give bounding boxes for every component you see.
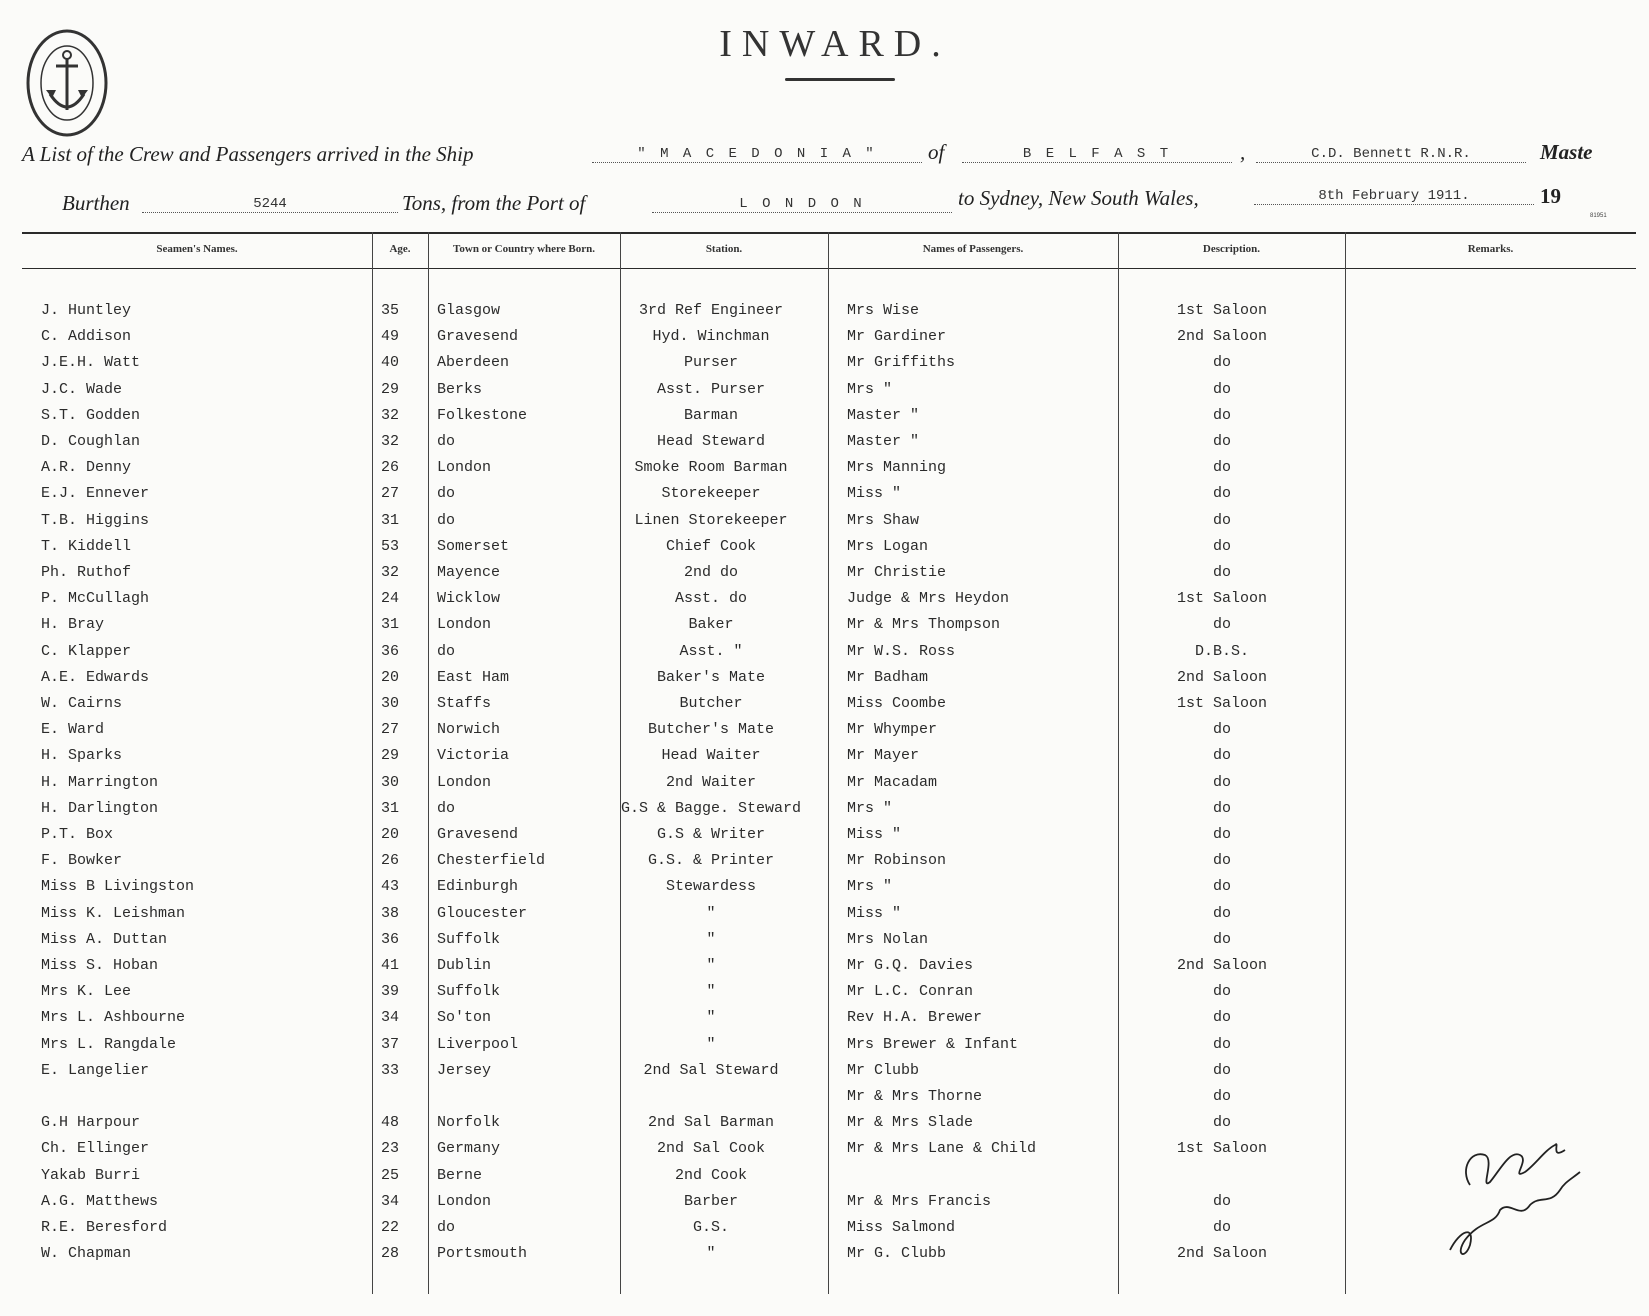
table-row [0, 721, 1649, 747]
seaman-name: H. Darlington [41, 799, 159, 817]
passenger-description: 2nd Saloon [1176, 957, 1267, 974]
passenger-description: D.B.S. [1194, 642, 1249, 660]
table-row [0, 328, 1649, 354]
passenger-name: Miss Salmond [847, 1219, 956, 1236]
table-row [0, 564, 1649, 590]
passenger-name: Master " [847, 433, 920, 450]
passenger-name: Mr G.Q. Davies [847, 957, 974, 974]
birthplace: Aberdeen [437, 354, 510, 372]
passenger-description: do [1212, 511, 1231, 529]
station: Baker's Mate [656, 668, 766, 686]
seaman-age: 31 [380, 616, 399, 634]
station: 3rd Ref Engineer [638, 302, 784, 319]
seaman-age: 23 [380, 1140, 399, 1158]
passenger-description: do [1212, 747, 1231, 765]
passenger-description: 2nd Saloon [1176, 1245, 1267, 1263]
birthplace: Glasgow [437, 302, 501, 319]
table-row [0, 643, 1649, 669]
seaman-age: 30 [380, 773, 399, 791]
seaman-name: R.E. Beresford [41, 1219, 168, 1236]
passenger-name: Miss " [847, 904, 902, 922]
seaman-age: 39 [380, 983, 399, 1001]
header-prefix: A List of the Crew and Passengers arrived in the Ship [22, 142, 474, 166]
table-row [0, 905, 1649, 931]
seaman-age: 49 [380, 328, 399, 346]
seaman-name: Mrs L. Rangdale [41, 1035, 177, 1053]
seaman-age: 28 [380, 1245, 399, 1263]
table-row [0, 747, 1649, 773]
station: G.S & Writer [656, 826, 766, 843]
passenger-description: do [1212, 930, 1231, 948]
table-top-rule [22, 232, 1636, 234]
station: Barman [683, 406, 738, 424]
seaman-name: A.R. Denny [41, 459, 132, 477]
seaman-age: 53 [380, 537, 399, 555]
station: Asst. Purser [656, 380, 766, 398]
passenger-name: Mrs Wise [847, 302, 920, 319]
header-bottom-rule [22, 268, 1636, 269]
passenger-description: do [1212, 433, 1231, 450]
seaman-age: 32 [380, 406, 399, 424]
table-row [0, 1062, 1649, 1088]
passenger-description: do [1212, 1088, 1231, 1105]
passenger-name: Mrs Logan [847, 537, 929, 555]
seaman-age: 20 [380, 668, 399, 686]
passenger-name: Mr Badham [847, 668, 929, 686]
birthplace: Gravesend [437, 328, 519, 346]
passenger-description: do [1212, 1035, 1231, 1053]
station: Head Steward [656, 433, 766, 450]
passenger-description: 2nd Saloon [1176, 668, 1267, 686]
station: Storekeeper [661, 485, 761, 503]
seaman-name: G.H Harpour [41, 1114, 141, 1132]
passenger-name: Judge & Mrs Heydon [847, 590, 1010, 608]
passenger-name: Mr & Mrs Francis [847, 1192, 992, 1210]
passenger-name: Miss " [847, 485, 902, 503]
seaman-name: D. Coughlan [41, 433, 141, 450]
seaman-age: 40 [380, 354, 399, 372]
seaman-name: J. Huntley [41, 302, 132, 319]
seaman-name: A.E. Edwards [41, 668, 150, 686]
birthplace: Somerset [437, 537, 510, 555]
table-row [0, 931, 1649, 957]
station: 2nd Sal Cook [656, 1140, 766, 1158]
table-row [0, 852, 1649, 878]
seaman-age: 36 [380, 930, 399, 948]
table-row [0, 826, 1649, 852]
table-row [0, 512, 1649, 538]
passenger-name: Mr Christie [847, 564, 947, 581]
birthplace: Gravesend [437, 826, 519, 843]
birthplace: Folkestone [437, 406, 528, 424]
seaman-name: C. Klapper [41, 642, 132, 660]
passenger-description: do [1212, 799, 1231, 817]
passenger-name: Rev H.A. Brewer [847, 1009, 983, 1027]
birthplace: do [437, 511, 456, 529]
passenger-name: Mr & Mrs Slade [847, 1114, 974, 1132]
seaman-age: 43 [380, 878, 399, 896]
seaman-name: Yakab Burri [41, 1166, 141, 1184]
table-row [0, 800, 1649, 826]
passenger-name: Mrs " [847, 799, 893, 817]
burthen-label: Burthen [62, 191, 130, 215]
col-header-description: Description. [1202, 243, 1261, 255]
seaman-name: H. Marrington [41, 773, 159, 791]
passenger-name: Mrs Nolan [847, 930, 929, 948]
birthplace: do [437, 1219, 456, 1236]
table-row [0, 1114, 1649, 1140]
station: Smoke Room Barman [634, 459, 788, 477]
station: " [706, 904, 716, 922]
seaman-age: 27 [380, 721, 399, 739]
birthplace: So'ton [437, 1009, 492, 1027]
passenger-name: Master " [847, 406, 920, 424]
col-header-seamen: Seamen's Names. [156, 243, 238, 255]
table-row [0, 695, 1649, 721]
birthplace: Suffolk [437, 930, 501, 948]
of-label: of [928, 140, 945, 164]
seaman-age: 31 [380, 511, 399, 529]
seaman-name: Mrs K. Lee [41, 983, 132, 1001]
seaman-name: Ch. Ellinger [41, 1140, 150, 1158]
table-row [0, 485, 1649, 511]
station: Asst. " [679, 642, 743, 660]
passenger-name: Mr Griffiths [847, 354, 956, 372]
birthplace: do [437, 485, 456, 503]
passenger-description: 2nd Saloon [1176, 328, 1267, 346]
table-row [0, 1219, 1649, 1245]
station: G.S. [692, 1219, 729, 1236]
passenger-name: Mr Macadam [847, 773, 938, 791]
birthplace: Berne [437, 1166, 483, 1184]
passenger-name: Mr Robinson [847, 852, 947, 870]
year-suffix: 19 [1540, 184, 1561, 208]
passenger-description: do [1212, 459, 1231, 477]
master-name: C.D. Bennett R.N.R. [1256, 146, 1526, 163]
passenger-name: Mr G. Clubb [847, 1245, 947, 1263]
table-row [0, 1140, 1649, 1166]
seaman-age: 22 [380, 1219, 399, 1236]
seaman-name: W. Chapman [41, 1245, 132, 1263]
station: 2nd Waiter [665, 773, 756, 791]
station: Purser [683, 354, 738, 372]
birthplace: Norfolk [437, 1114, 501, 1132]
birthplace: Staffs [437, 695, 492, 712]
passenger-description: do [1212, 1219, 1231, 1236]
passenger-description: 1st Saloon [1176, 590, 1267, 608]
passenger-description: do [1212, 406, 1231, 424]
birthplace: London [437, 773, 492, 791]
passenger-description: 1st Saloon [1176, 695, 1267, 712]
birthplace: Norwich [437, 721, 501, 739]
table-row [0, 407, 1649, 433]
passenger-description: 1st Saloon [1176, 1140, 1267, 1158]
passenger-description: do [1212, 904, 1231, 922]
passenger-name: Mrs " [847, 878, 893, 896]
seaman-name: Miss A. Duttan [41, 930, 168, 948]
passenger-name: Mr Whymper [847, 721, 938, 739]
table-row [0, 983, 1649, 1009]
birthplace: London [437, 459, 492, 477]
table-row [0, 459, 1649, 485]
seaman-name: E.J. Ennever [41, 485, 150, 503]
station: Butcher [679, 695, 743, 712]
seaman-name: F. Bowker [41, 852, 123, 870]
station: " [706, 957, 716, 974]
seaman-name: Ph. Ruthof [41, 564, 132, 581]
station: Barber [683, 1192, 738, 1210]
seaman-age: 26 [380, 459, 399, 477]
passenger-description: do [1212, 826, 1231, 843]
seaman-name: C. Addison [41, 328, 132, 346]
master-label: Maste [1540, 140, 1593, 164]
seaman-name: Miss S. Hoban [41, 957, 159, 974]
passenger-name: Mr Mayer [847, 747, 920, 765]
seaman-age: 25 [380, 1166, 399, 1184]
passenger-name: Mr Clubb [847, 1061, 920, 1079]
seaman-age: 38 [380, 904, 399, 922]
table-row [0, 878, 1649, 904]
seaman-name: E. Langelier [41, 1061, 150, 1079]
station: " [706, 983, 716, 1001]
seaman-age: 33 [380, 1061, 399, 1079]
birthplace: do [437, 799, 456, 817]
passenger-name: Mr Gardiner [847, 328, 947, 346]
passenger-description: do [1212, 485, 1231, 503]
seaman-age: 34 [380, 1192, 399, 1210]
birthplace: Jersey [437, 1061, 492, 1079]
birthplace: London [437, 1192, 492, 1210]
table-row [0, 1036, 1649, 1062]
col-header-age: Age. [389, 243, 411, 255]
birthplace: Suffolk [437, 983, 501, 1001]
passenger-name: Mrs " [847, 380, 893, 398]
birthplace: Liverpool [437, 1035, 519, 1053]
birthplace: Mayence [437, 564, 501, 581]
passenger-description: do [1212, 852, 1231, 870]
table-row [0, 669, 1649, 695]
seaman-name: J.E.H. Watt [41, 354, 141, 372]
table-row [0, 616, 1649, 642]
seaman-age: 29 [380, 747, 399, 765]
passenger-description: do [1212, 616, 1231, 634]
seaman-name: J.C. Wade [41, 380, 123, 398]
station: 2nd Sal Steward [643, 1061, 779, 1079]
burthen-value: 5244 [142, 196, 398, 213]
birthplace: Victoria [437, 747, 510, 765]
passenger-name: Mr & Mrs Lane & Child [847, 1140, 1037, 1158]
seaman-name: Mrs L. Ashbourne [41, 1009, 186, 1027]
passenger-name: Mr W.S. Ross [847, 642, 956, 660]
table-row [0, 1167, 1649, 1193]
passenger-description: do [1212, 380, 1231, 398]
table-row [0, 302, 1649, 328]
station: Stewardess [665, 878, 756, 896]
seaman-age: 30 [380, 695, 399, 712]
birthplace: Chesterfield [437, 852, 546, 870]
seaman-name: P. McCullagh [41, 590, 150, 608]
station: " [706, 1009, 716, 1027]
passenger-description: do [1212, 773, 1231, 791]
seaman-name: T.B. Higgins [41, 511, 150, 529]
seaman-age: 32 [380, 433, 399, 450]
tons-label: Tons, from the Port of [402, 191, 586, 215]
passenger-description: do [1212, 983, 1231, 1001]
seaman-age: 31 [380, 799, 399, 817]
passenger-description: do [1212, 721, 1231, 739]
passenger-name: Mr L.C. Conran [847, 983, 974, 1001]
seaman-age: 32 [380, 564, 399, 581]
passenger-name: Miss " [847, 826, 902, 843]
ship-name: " M A C E D O N I A " [592, 146, 922, 163]
seaman-age: 48 [380, 1114, 399, 1132]
seaman-name: Miss B Livingston [41, 878, 195, 896]
seaman-age: 36 [380, 642, 399, 660]
birthplace: Gloucester [437, 904, 528, 922]
port-of-registry: B E L F A S T [962, 146, 1232, 163]
passenger-name: Mr & Mrs Thompson [847, 616, 1001, 634]
seaman-age: 37 [380, 1035, 399, 1053]
master-signature [1440, 1110, 1600, 1270]
seaman-age: 27 [380, 485, 399, 503]
station: Head Waiter [661, 747, 761, 765]
seaman-name: P.T. Box [41, 826, 114, 843]
station: Baker [688, 616, 734, 634]
title-underline [785, 78, 895, 81]
shipping-master-seal [26, 28, 108, 138]
comma: , [1240, 140, 1246, 164]
passenger-description: do [1212, 1192, 1231, 1210]
seaman-name: H. Bray [41, 616, 105, 634]
seaman-name: H. Sparks [41, 747, 123, 765]
passenger-description: 1st Saloon [1176, 302, 1267, 319]
col-header-born: Town or Country where Born. [453, 243, 595, 255]
form-number: 81951 [1590, 213, 1607, 219]
seaman-name: W. Cairns [41, 695, 123, 712]
station: Butcher's Mate [647, 721, 775, 739]
birthplace: Berks [437, 380, 483, 398]
passenger-name: Mrs Shaw [847, 511, 920, 529]
col-header-remarks: Remarks. [1467, 243, 1514, 255]
seaman-name: S.T. Godden [41, 406, 141, 424]
seaman-name: Miss K. Leishman [41, 904, 186, 922]
seaman-name: T. Kiddell [41, 537, 132, 555]
birthplace: do [437, 642, 456, 660]
passenger-description: do [1212, 354, 1231, 372]
table-row [0, 433, 1649, 459]
seaman-age: 20 [380, 826, 399, 843]
station: " [706, 930, 716, 948]
birthplace: Edinburgh [437, 878, 519, 896]
seaman-age: 41 [380, 957, 399, 974]
seaman-age: 24 [380, 590, 399, 608]
station: 2nd Cook [674, 1166, 747, 1184]
seaman-name: A.G. Matthews [41, 1192, 159, 1210]
passenger-name: Mrs Manning [847, 459, 947, 477]
document-title: INWARD. [719, 23, 951, 65]
passenger-name: Miss Coombe [847, 695, 947, 712]
station: Linen Storekeeper [634, 511, 788, 529]
seaman-age: 26 [380, 852, 399, 870]
passenger-description: do [1212, 1009, 1231, 1027]
col-header-station: Station. [705, 243, 743, 255]
birthplace: Portsmouth [437, 1245, 528, 1263]
table-row [0, 538, 1649, 564]
birthplace: London [437, 616, 492, 634]
birthplace: Germany [437, 1140, 501, 1158]
arrival-date: 8th February 1911. [1254, 188, 1534, 205]
table-row [0, 1245, 1649, 1271]
destination-label: to Sydney, New South Wales, [958, 186, 1199, 210]
passenger-name: Mrs Brewer & Infant [847, 1035, 1019, 1053]
col-header-passengers: Names of Passengers. [922, 243, 1024, 255]
seaman-age: 34 [380, 1009, 399, 1027]
birthplace: Dublin [437, 957, 492, 974]
table-row [0, 590, 1649, 616]
passenger-description: do [1212, 1061, 1231, 1079]
table-row [0, 354, 1649, 380]
station: G.S & Bagge. Steward [620, 799, 802, 817]
seaman-age: 29 [380, 380, 399, 398]
station: 2nd do [683, 564, 738, 581]
table-row [0, 1009, 1649, 1035]
table-row [0, 1193, 1649, 1219]
table-row [0, 957, 1649, 983]
birthplace: do [437, 433, 456, 450]
station: Chief Cook [665, 537, 756, 555]
passenger-name: Mr & Mrs Thorne [847, 1088, 983, 1105]
table-row [0, 1088, 1649, 1114]
birthplace: East Ham [437, 668, 510, 686]
table-row [0, 774, 1649, 800]
port-from: L O N D O N [652, 196, 952, 213]
passenger-description: do [1212, 1114, 1231, 1132]
station: 2nd Sal Barman [647, 1114, 775, 1132]
table-row [0, 381, 1649, 407]
station: " [706, 1245, 716, 1263]
seaman-age: 35 [380, 302, 399, 319]
passenger-description: do [1212, 537, 1231, 555]
passenger-description: do [1212, 878, 1231, 896]
station: Asst. do [674, 590, 747, 608]
birthplace: Wicklow [437, 590, 501, 608]
seaman-name: E. Ward [41, 721, 105, 739]
station: " [706, 1035, 716, 1053]
station: Hyd. Winchman [652, 328, 770, 346]
station: G.S. & Printer [647, 852, 775, 870]
passenger-description: do [1212, 564, 1231, 581]
